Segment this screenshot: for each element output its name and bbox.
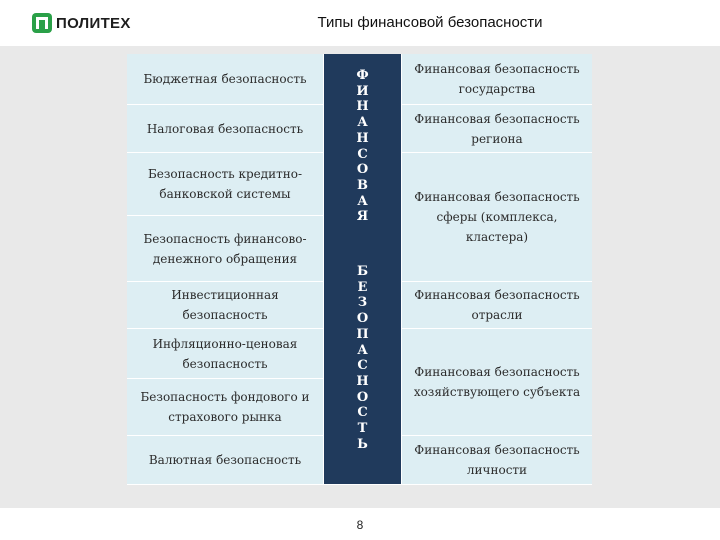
left-cell-tax: Налоговая безопасность: [127, 105, 323, 152]
right-cell-industry: Финансовая безопасность отрасли: [402, 282, 592, 328]
left-cell-inflation: Инфляционно-ценовая безопасность: [127, 329, 323, 378]
left-cell-investment: Инвестиционная безопасность: [127, 282, 323, 328]
slide-title: Типы финансовой безопасности: [317, 14, 543, 31]
left-cell-budget: Бюджетная безопасность: [127, 54, 323, 104]
slide-header: [0, 0, 720, 46]
page-number: 8: [356, 518, 364, 532]
politeh-logo: [32, 13, 131, 33]
logo-text: ПОЛИТЕХ: [56, 14, 131, 32]
left-cell-credit-banking: Безопасность кредитно-банковской системы: [127, 153, 323, 215]
left-cell-stock-insurance: Безопасность фондового и страхового рынка: [127, 379, 323, 435]
security-types-table: [127, 54, 592, 485]
politeh-logo-icon: [32, 13, 52, 33]
left-cell-currency: Валютная безопасность: [127, 436, 323, 484]
right-cell-state: Финансовая безопасность государства: [402, 54, 592, 104]
right-cell-region: Финансовая безопасность региона: [402, 105, 592, 152]
right-cell-sphere: Финансовая безопасность сферы (комплекса, кластера): [402, 153, 592, 281]
center-vertical-column: [324, 54, 401, 484]
vertical-word-security: Б Е З О П А С Н О С Т Ь: [356, 264, 369, 452]
left-cell-monetary: Безопасность финансово-денежного обращения: [127, 216, 323, 281]
right-cell-business-entity: Финансовая безопасность хозяйствующего субъекта: [402, 329, 592, 435]
vertical-word-financial: Ф И Н А Н С О В А Я: [356, 68, 369, 225]
right-cell-person: Финансовая безопасность личности: [402, 436, 592, 484]
